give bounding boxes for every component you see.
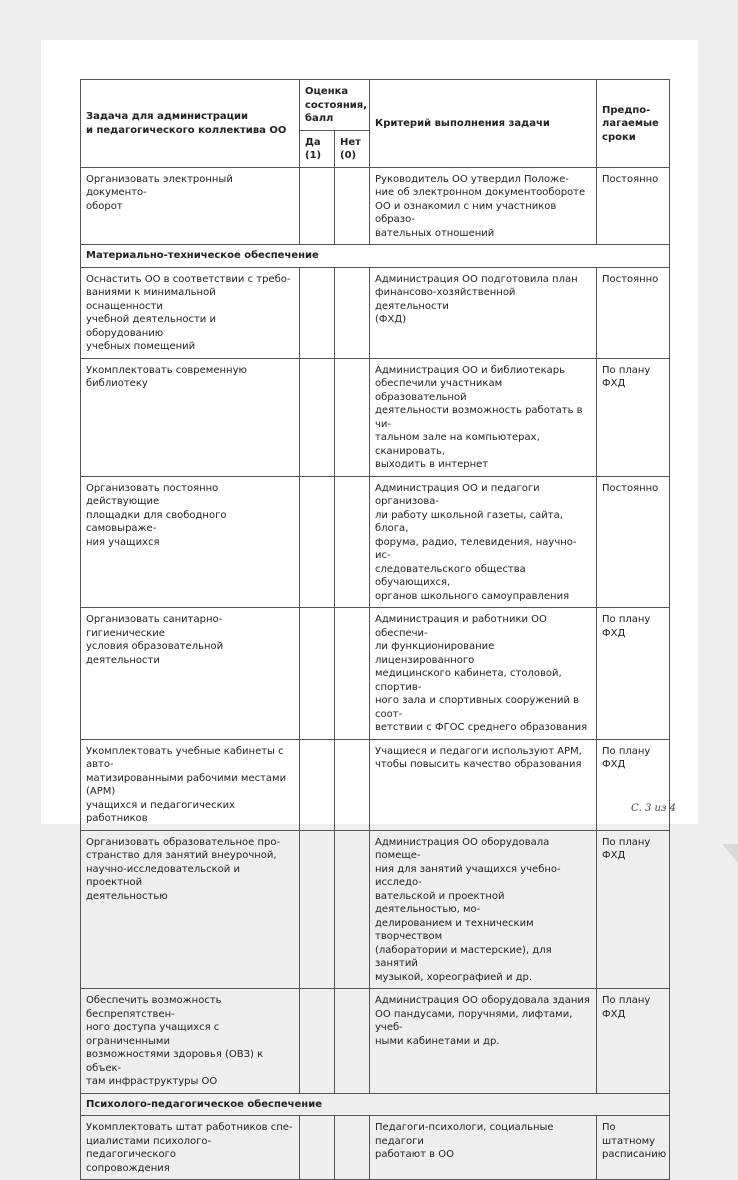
table-row <box>81 1116 670 1180</box>
table-row <box>81 476 670 608</box>
no-cell <box>335 608 370 740</box>
criterion-cell: Администрация ОО и педагоги организова- ли работу школьной газеты, сайта, блога, форума, радио, телевидения, научно-ис- следовательского общества обучающихся, органов школьного самоуправления <box>370 476 597 608</box>
task-cell: Организовать санитарно-гигиенические условия образовательной деятельности <box>81 608 300 740</box>
header-yes: Да (1) <box>300 130 335 167</box>
header-task: Задача для администрации и педагогического коллектива ОО <box>81 80 300 168</box>
task-cell: Оснастить ОО в соответствии с требо- ваниями к минимальной оснащенности учебной деятельности и оборудованию учебных помещений <box>81 267 300 358</box>
no-cell <box>335 267 370 358</box>
yes-cell <box>300 476 335 608</box>
criterion-cell: Учащиеся и педагоги используют АРМ, чтобы повысить качество образования <box>370 739 597 830</box>
task-cell: Укомплектовать штат работников спе- циалистами психолого-педагогического сопровождения <box>81 1116 300 1180</box>
no-cell <box>335 1116 370 1180</box>
assessment-table <box>80 79 670 1180</box>
deadline-cell: Постоянно <box>597 267 670 358</box>
deadline-cell: По плану ФХД <box>597 830 670 989</box>
table-row <box>81 608 670 740</box>
page-number: С. 3 из 4 <box>631 803 676 814</box>
table-row <box>81 989 670 1094</box>
criterion-cell: Администрация и работники ОО обеспечи- ли функционирование лицензированного медицинского кабинета, столовой, спортив- ного зала и спортивных сооружений в соот- ветствии с ФГОС среднего образования <box>370 608 597 740</box>
yes-cell <box>300 267 335 358</box>
yes-cell <box>300 739 335 830</box>
criterion-cell: Администрация ОО и библиотекарь обеспечили участникам образовательной деятельности возможность работать в чи- тальном зале на компьютерах, сканировать, выходить в интернет <box>370 358 597 476</box>
table-row <box>81 358 670 476</box>
header-assessment: Оценка состояния, балл <box>300 80 370 131</box>
header-criterion: Критерий выполнения задачи <box>370 80 597 168</box>
header-no: Нет (0) <box>335 130 370 167</box>
task-cell: Укомплектовать современную библиотеку <box>81 358 300 476</box>
criterion-cell: Администрация ОО оборудовала помеще- ния для занятий учащихся учебно-исследо- вательской и проектной деятельностью, мо- делированием и техническим творчеством (лаборатории и мастерские), для занятий музыкой, хореографией и др. <box>370 830 597 989</box>
yes-cell <box>300 358 335 476</box>
task-cell: Обеспечить возможность беспрепятствен- ного доступа учащихся с ограниченными возможностями здоровья (ОВЗ) к объек- там инфраструктуры ОО <box>81 989 300 1094</box>
deadline-cell: Постоянно <box>597 167 670 245</box>
no-cell <box>335 167 370 245</box>
criterion-cell: Педагоги-психологи, социальные педагоги работают в ОО <box>370 1116 597 1180</box>
deadline-cell: По плану ФХД <box>597 608 670 740</box>
yes-cell <box>300 1116 335 1180</box>
task-cell: Организовать образовательное про- странство для занятий внеурочной, научно-исследовательской и проектной деятельностью <box>81 830 300 989</box>
deadline-cell: По плану ФХД <box>597 739 670 830</box>
criterion-cell: Администрация ОО оборудовала здания ОО пандусами, поручнями, лифтами, учеб- ными кабинетами и др. <box>370 989 597 1094</box>
task-cell: Организовать постоянно действующие площадки для свободного самовыраже- ния учащихся <box>81 476 300 608</box>
section-row <box>81 245 670 268</box>
yes-cell <box>300 167 335 245</box>
no-cell <box>335 739 370 830</box>
section-title: Психолого-педагогическое обеспечение <box>81 1093 670 1116</box>
section-row <box>81 1093 670 1116</box>
task-cell: Организовать электронный документо- оборот <box>81 167 300 245</box>
deadline-cell: Постоянно <box>597 476 670 608</box>
deadline-cell: По штатному расписанию <box>597 1116 670 1180</box>
document-page <box>41 40 698 1174</box>
page-fold <box>722 844 738 864</box>
criterion-cell: Руководитель ОО утвердил Положе- ние об электронном документообороте ОО и ознакомил с ним участников образо- вательных отношений <box>370 167 597 245</box>
task-cell: Укомплектовать учебные кабинеты с авто- матизированными рабочими местами (АРМ) учащихся и педагогических работников <box>81 739 300 830</box>
yes-cell <box>300 989 335 1094</box>
criterion-cell: Администрация ОО подготовила план финансово-хозяйственной деятельности (ФХД) <box>370 267 597 358</box>
table-row <box>81 830 670 989</box>
table-row <box>81 739 670 830</box>
no-cell <box>335 989 370 1094</box>
no-cell <box>335 358 370 476</box>
no-cell <box>335 830 370 989</box>
deadline-cell: По плану ФХД <box>597 989 670 1094</box>
table-row <box>81 167 670 245</box>
header-deadline: Предпо- лагаемые сроки <box>597 80 670 168</box>
no-cell <box>335 476 370 608</box>
table-row <box>81 267 670 358</box>
deadline-cell: По плану ФХД <box>597 358 670 476</box>
yes-cell <box>300 608 335 740</box>
yes-cell <box>300 830 335 989</box>
section-title: Материально-техническое обеспечение <box>81 245 670 268</box>
